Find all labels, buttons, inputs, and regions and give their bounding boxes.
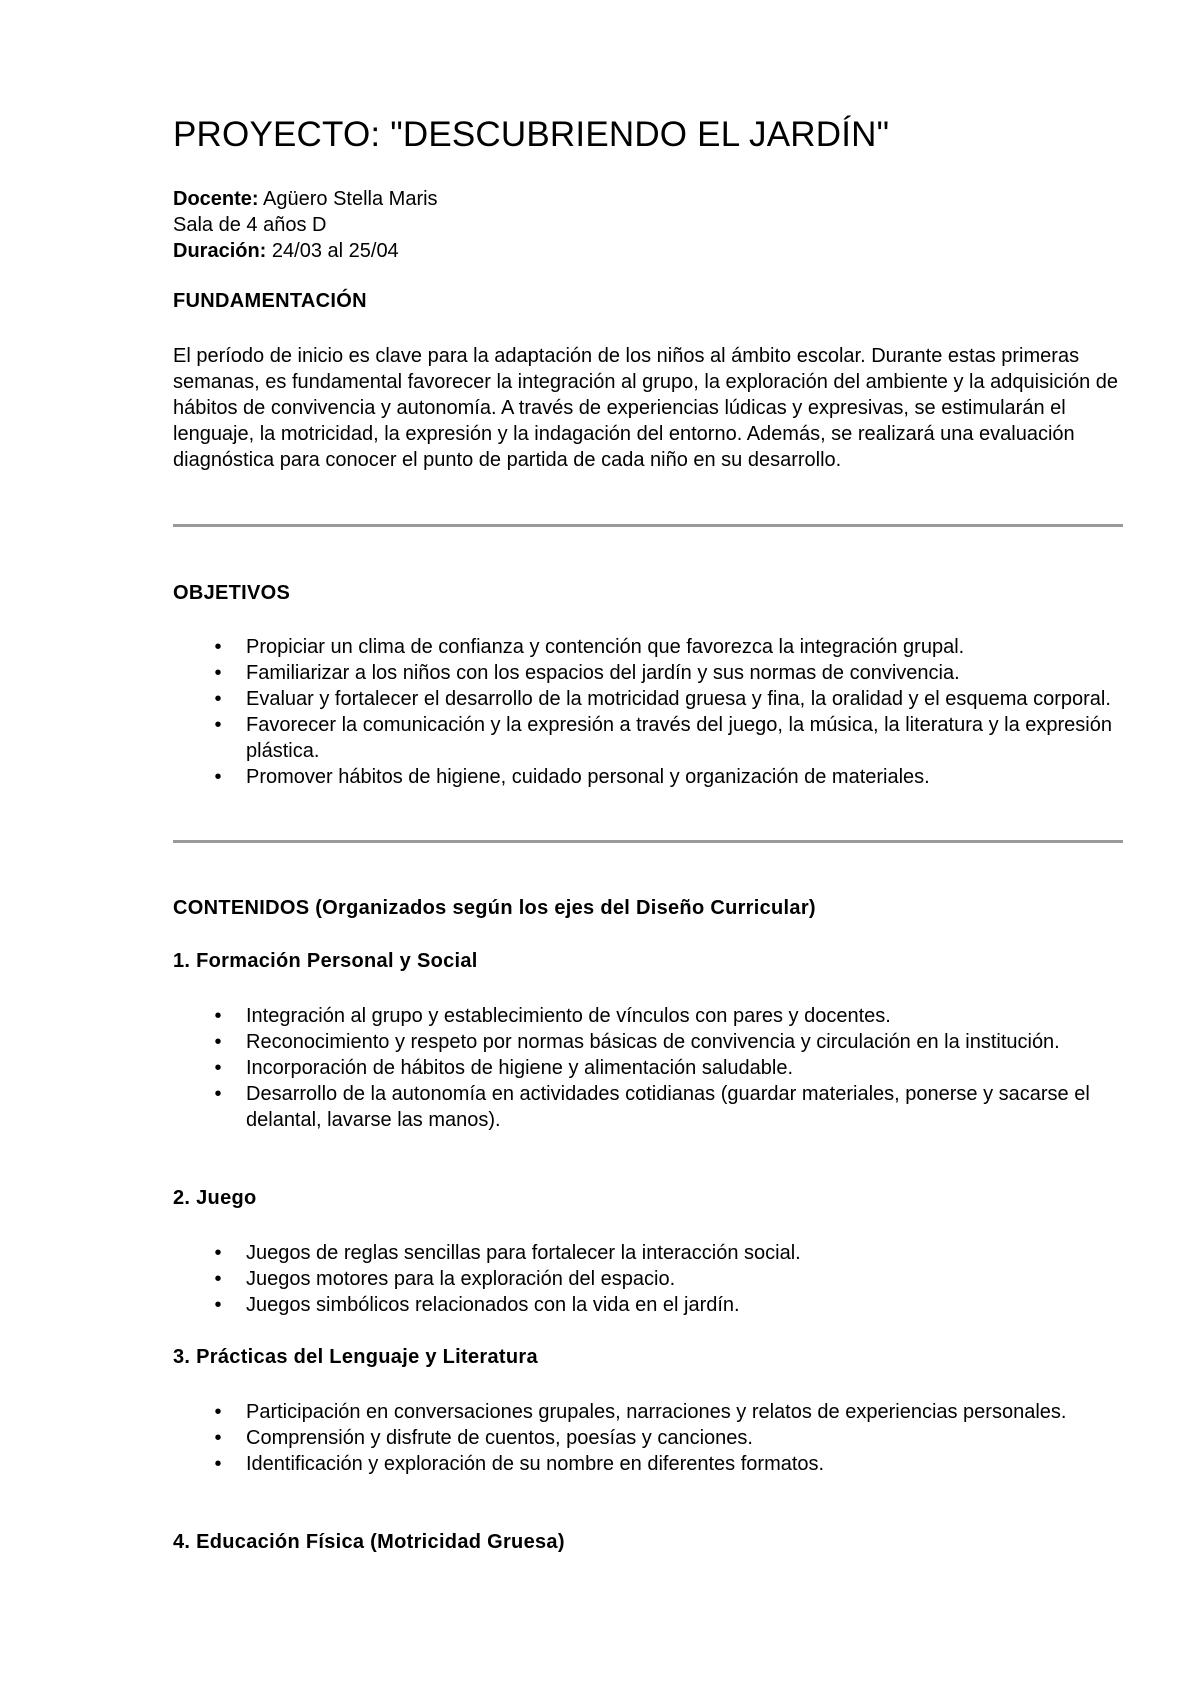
- document-title: PROYECTO: "DESCUBRIENDO EL JARDÍN": [173, 115, 890, 154]
- list-item-text: Juegos motores para la exploración del espacio.: [246, 1268, 676, 1290]
- duracion-line: [173, 238, 438, 264]
- eje-list: [173, 1399, 1123, 1477]
- list-item: [173, 1003, 1123, 1029]
- list-item: [173, 1029, 1123, 1055]
- list-item-text: Propiciar un clima de confianza y contención que favorezca la integración grupal.: [246, 636, 965, 658]
- docente-line: [173, 186, 438, 212]
- list-item: [173, 1240, 1123, 1266]
- bullet-icon: •: [214, 662, 222, 684]
- list-item-text: Evaluar y fortalecer el desarrollo de la motricidad gruesa y fina, la oralidad y el esquema corporal.: [246, 688, 1111, 710]
- eje-heading: 2. Juego: [173, 1187, 257, 1209]
- eje-heading: 4. Educación Física (Motricidad Gruesa): [173, 1531, 565, 1553]
- section-divider: [173, 524, 1123, 527]
- list-item: [173, 1055, 1123, 1081]
- list-item: [173, 712, 1123, 764]
- fundamentacion-heading: FUNDAMENTACIÓN: [173, 290, 367, 312]
- bullet-icon: •: [214, 1427, 222, 1449]
- fundamentacion-text: El período de inicio es clave para la adaptación de los niños al ámbito escolar. Durante estas primeras semanas, es fundamental favorecer la integración al grupo, la exploración del ambiente y la adquisición de hábitos de convivencia y autonomía. A través de experiencias lúdicas y expresivas, se estimularán el lenguaje, la motricidad, la expresión y la indagación del entorno. Además, se realizará una evaluación diagnóstica para conocer el punto de partida de cada niño en su desarrollo.: [173, 345, 1119, 471]
- list-item-text: Desarrollo de la autonomía en actividades cotidianas (guardar materiales, ponerse y sacarse el delantal, lavarse las manos).: [246, 1083, 1090, 1131]
- list-item-text: Comprensión y disfrute de cuentos, poesías y canciones.: [246, 1427, 753, 1449]
- bullet-icon: •: [214, 1401, 222, 1423]
- eje-list: [173, 1240, 1123, 1318]
- bullet-icon: •: [214, 1453, 222, 1475]
- section-divider: [173, 840, 1123, 843]
- bullet-icon: •: [214, 1294, 222, 1316]
- list-item: [173, 1266, 1123, 1292]
- list-item: [173, 1292, 1123, 1318]
- list-item: [173, 764, 1123, 790]
- duracion-value: 24/03 al 25/04: [271, 240, 399, 262]
- duracion-label: Duración:: [173, 240, 267, 262]
- list-item-text: Participación en conversaciones grupales, narraciones y relatos de experiencias personales.: [246, 1401, 1067, 1423]
- list-item: [173, 1425, 1123, 1451]
- eje-list: [173, 1003, 1123, 1133]
- list-item: [173, 660, 1123, 686]
- eje-heading: 3. Prácticas del Lenguaje y Literatura: [173, 1346, 538, 1368]
- objetivos-heading: OBJETIVOS: [173, 582, 291, 604]
- list-item-text: Identificación y exploración de su nombre en diferentes formatos.: [246, 1453, 825, 1475]
- list-item-text: Familiarizar a los niños con los espacios del jardín y sus normas de convivencia.: [246, 662, 960, 684]
- list-item-text: Reconocimiento y respeto por normas básicas de convivencia y circulación en la institución.: [246, 1031, 1060, 1053]
- contenidos-heading: CONTENIDOS (Organizados según los ejes del Diseño Curricular): [173, 897, 816, 919]
- list-item: [173, 1399, 1123, 1425]
- list-item-text: Integración al grupo y establecimiento de vínculos con pares y docentes.: [246, 1005, 891, 1027]
- objetivos-list: [173, 634, 1123, 790]
- bullet-icon: •: [214, 1083, 222, 1105]
- bullet-icon: •: [214, 714, 222, 736]
- bullet-icon: •: [214, 766, 222, 788]
- eje-heading: 1. Formación Personal y Social: [173, 950, 478, 972]
- bullet-icon: •: [214, 1057, 222, 1079]
- project-meta: [173, 186, 438, 264]
- list-item: [173, 686, 1123, 712]
- docente-label: Docente:: [173, 188, 259, 210]
- docente-value: Agüero Stella Maris: [263, 188, 438, 210]
- list-item-text: Juegos de reglas sencillas para fortalecer la interacción social.: [246, 1242, 801, 1264]
- bullet-icon: •: [214, 1242, 222, 1264]
- list-item: [173, 1081, 1123, 1133]
- sala-line: Sala de 4 años D: [173, 214, 327, 236]
- list-item-text: Promover hábitos de higiene, cuidado personal y organización de materiales.: [246, 766, 930, 788]
- bullet-icon: •: [214, 1268, 222, 1290]
- list-item: [173, 1451, 1123, 1477]
- bullet-icon: •: [214, 1031, 222, 1053]
- bullet-icon: •: [214, 1005, 222, 1027]
- list-item-text: Juegos simbólicos relacionados con la vida en el jardín.: [246, 1294, 740, 1316]
- list-item: [173, 634, 1123, 660]
- list-item-text: Incorporación de hábitos de higiene y alimentación saludable.: [246, 1057, 794, 1079]
- bullet-icon: •: [214, 688, 222, 710]
- bullet-icon: •: [214, 636, 222, 658]
- list-item-text: Favorecer la comunicación y la expresión a través del juego, la música, la literatura y la expresión plástica.: [246, 714, 1112, 762]
